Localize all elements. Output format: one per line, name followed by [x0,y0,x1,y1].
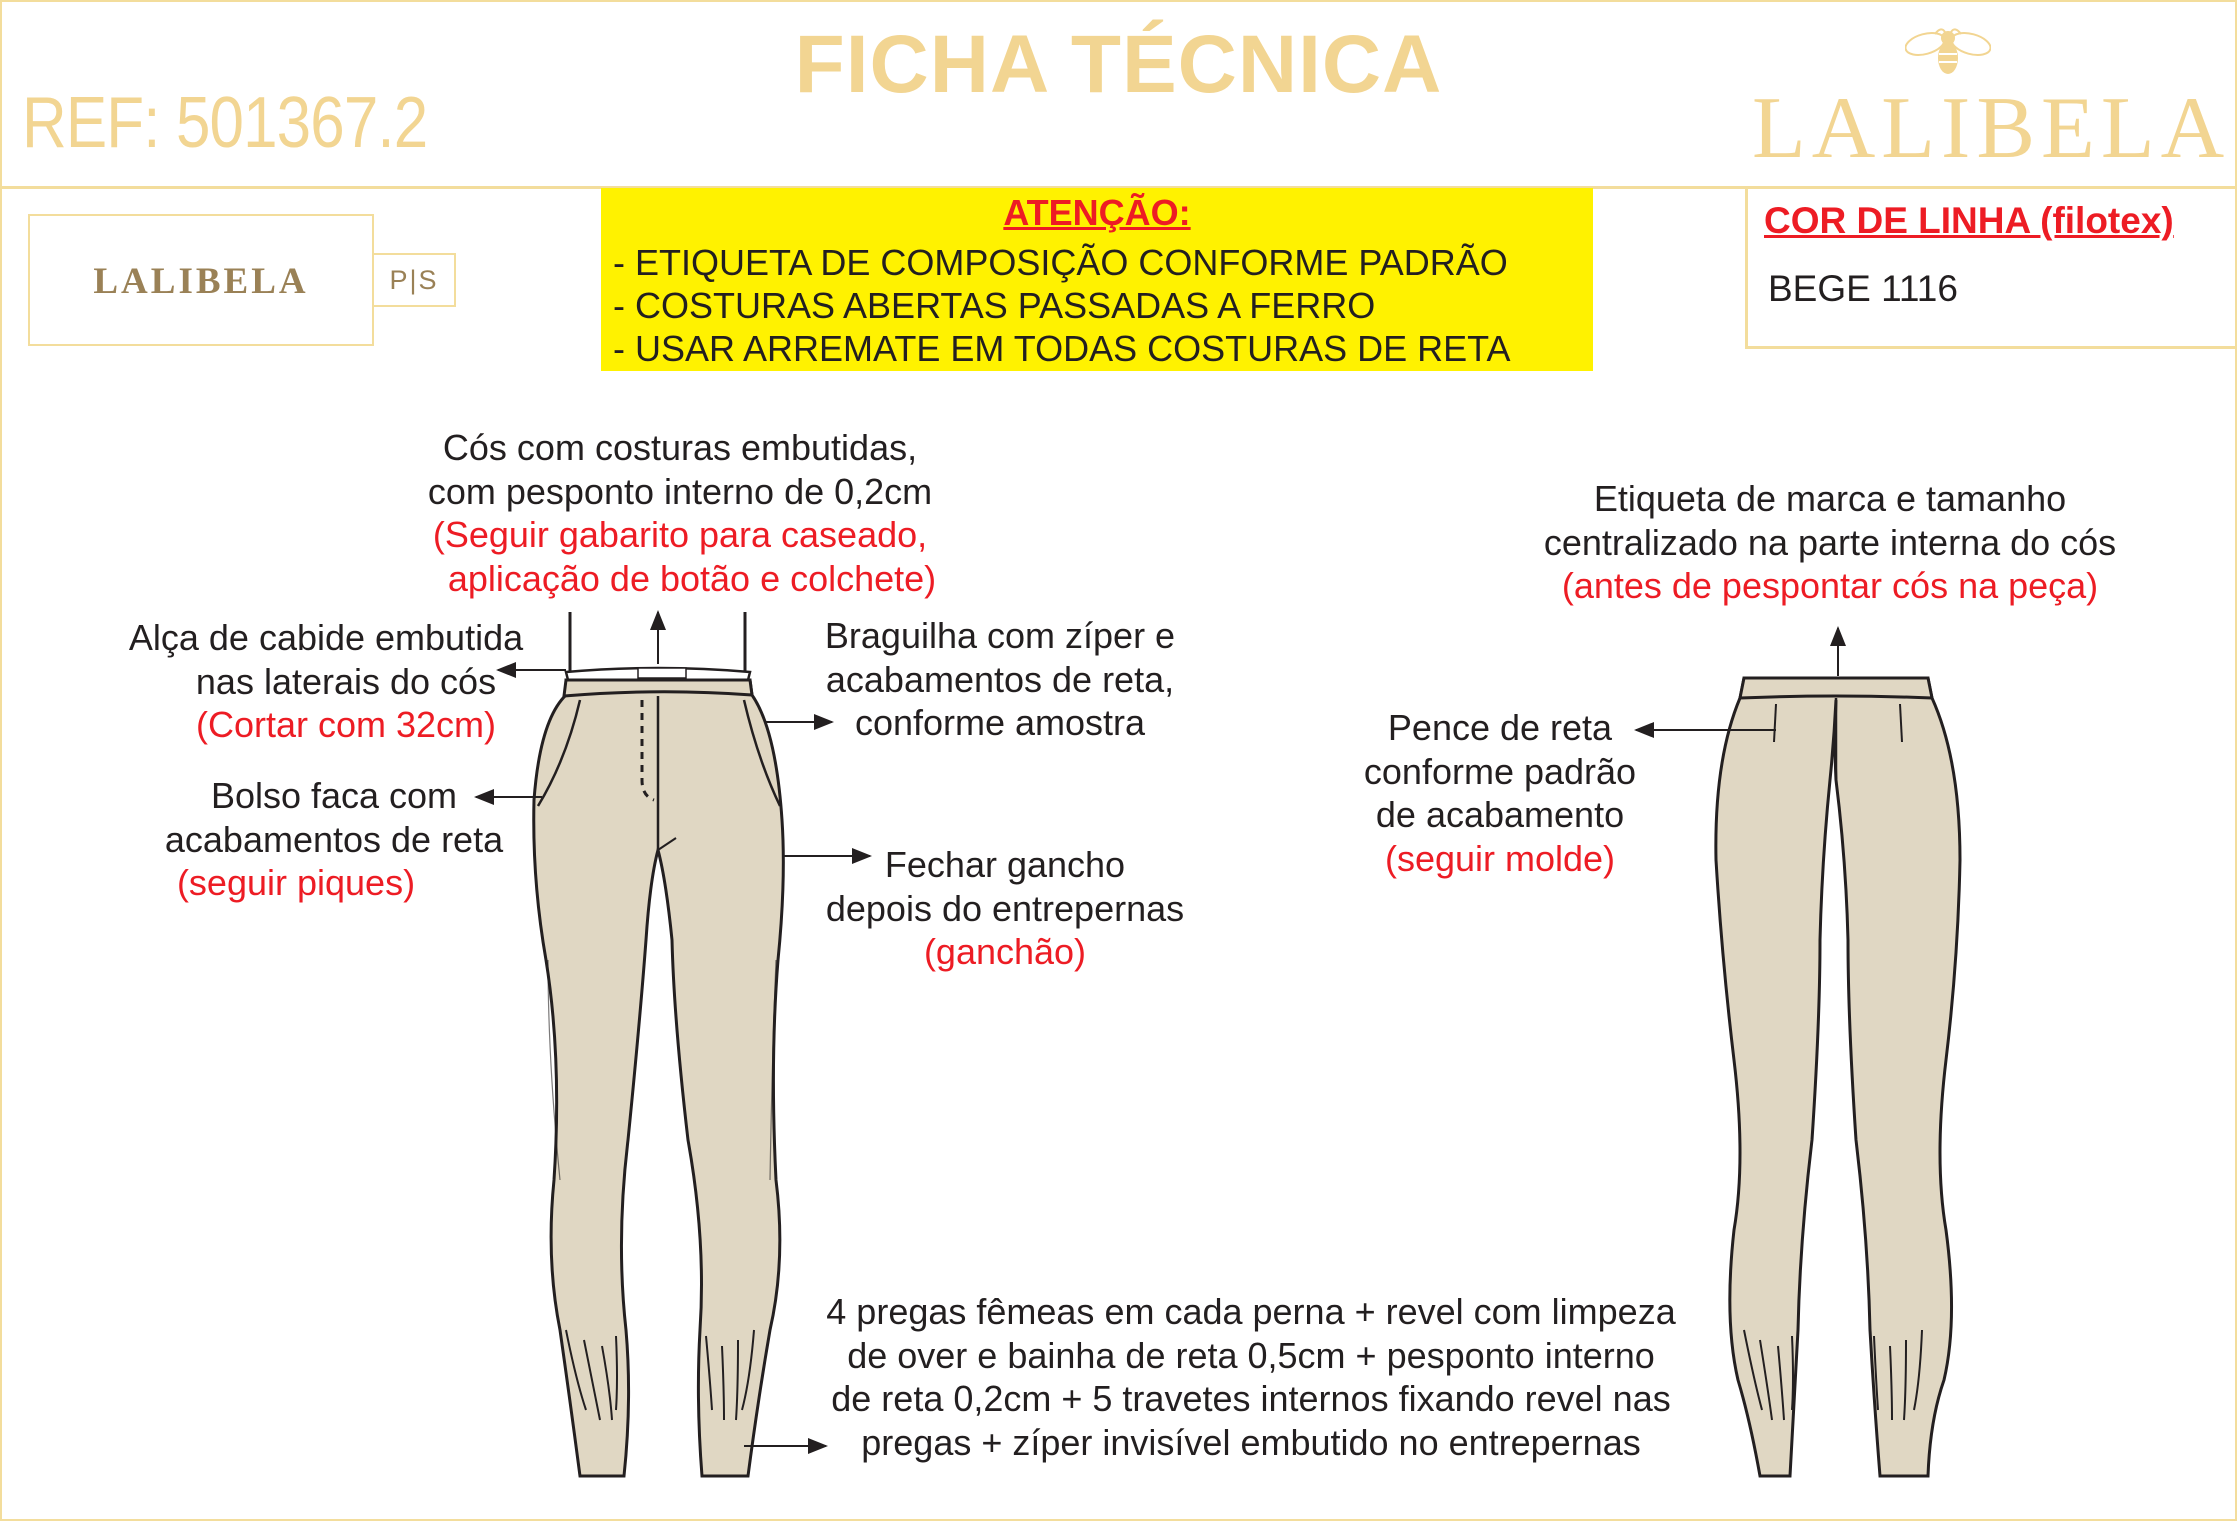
note-text: de over e bainha de reta 0,5cm + pesponto interno [847,1334,1655,1376]
note-red-text: (ganchão) [923,931,1087,972]
note-text: conforme padrão [1363,750,1637,792]
note-hem [786,1290,1716,1464]
note-red-text: (Seguir gabarito para caseado, [432,514,928,555]
note-waistband [360,426,1000,600]
note-text: Bolso faca com [210,775,458,816]
note-red-text: (seguir molde) [1384,837,1616,879]
note-text: acabamentos de reta [164,818,504,860]
brand-logo: LALIBELA [1752,80,2231,177]
attention-line: - ETIQUETA DE COMPOSIÇÃO CONFORME PADRÃO [613,242,1508,283]
note-pocket [130,774,530,905]
note-red-text: (Cortar com 32cm) [195,704,497,745]
front-view-pants [534,612,784,1476]
note-text: nas laterais do cós [195,660,497,702]
note-text: Etiqueta de marca e tamanho [1593,478,2067,519]
thread-color-value: BEGE 1116 [1768,268,1958,309]
note-text: depois do entrepernas [825,887,1185,929]
note-text: Fechar gancho [884,844,1126,885]
back-view-pants [1716,678,1960,1476]
note-red-text: (seguir piques) [176,862,416,903]
page-title: FICHA TÉCNICA [794,19,1443,110]
note-text: com pesponto interno de 0,2cm [427,470,933,512]
attention-line: - USAR ARREMATE EM TODAS COSTURAS DE RETA [613,328,1511,369]
note-text: de acabamento [1375,794,1625,835]
note-crotch [800,843,1210,974]
note-text: Pence de reta [1387,707,1613,748]
note-text: pregas + zíper invisível embutido no entrepernas [861,1421,1641,1463]
note-text: de reta 0,2cm + 5 travetes internos fixando revel nas [831,1378,1671,1419]
note-text: centralizado na parte interna do cós [1543,521,2117,563]
note-text: acabamentos de reta, [825,658,1175,700]
note-text: Braguilha com zíper e [824,615,1176,656]
note-red-text: aplicação de botão e colchete) [447,557,937,599]
label-brand-text: LALIBELA [93,261,309,302]
attention-line: - COSTURAS ABERTAS PASSADAS A FERRO [613,285,1376,326]
note-brand-label [1480,477,2180,608]
note-fly [800,614,1200,745]
note-dart [1320,706,1680,880]
note-red-text: (antes de pespontar cós na peça) [1561,565,2099,606]
note-text: 4 pregas fêmeas em cada perna + revel com limpeza [826,1291,1676,1332]
note-text: conforme amostra [854,702,1146,743]
thread-color-heading: COR DE LINHA (filotex) [1764,200,2174,241]
size-tag: P|S [372,253,456,307]
note-text: Cós com costuras embutidas, [442,427,918,468]
note-text: Alça de cabide embutida [128,617,524,658]
reference-code: REF: 501367.2 [22,83,428,163]
attention-heading: ATENÇÃO: [1003,192,1191,233]
note-hanger-loop [96,616,556,747]
